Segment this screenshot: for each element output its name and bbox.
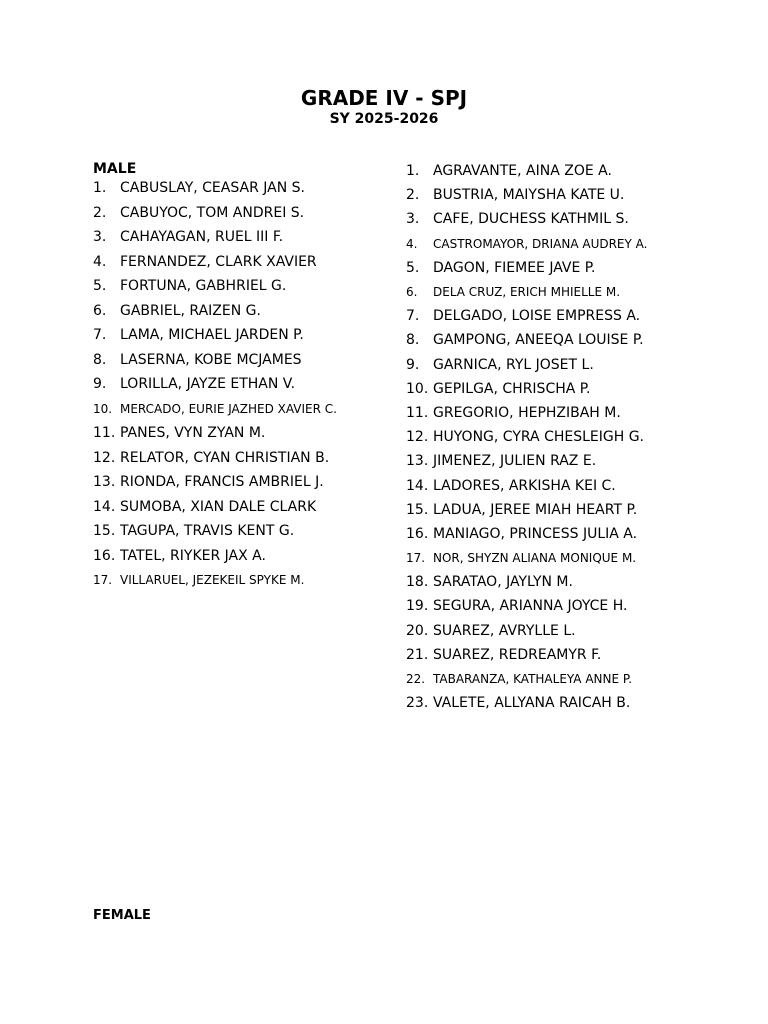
item-number: 19. (406, 598, 429, 615)
student-name: LORILLA, JAYZE ETHAN V. (120, 376, 296, 393)
item-number: 5. (406, 259, 420, 276)
student-name: MERCADO, EURIE JAZHED XAVIER C. (120, 401, 337, 416)
student-name: CABUYOC, TOM ANDREI S. (120, 204, 305, 221)
item-number: 14. (406, 477, 429, 494)
list-item (406, 353, 736, 377)
student-name: AGRAVANTE, AINA ZOE A. (433, 163, 612, 180)
item-number: 20. (406, 622, 429, 639)
student-name: HUYONG, CYRA CHESLEIGH G. (433, 429, 645, 446)
list-item (93, 544, 393, 569)
female-section-heading: FEMALE (93, 908, 151, 923)
student-name: RELATOR, CYAN CHRISTIAN B. (120, 449, 330, 466)
list-item (406, 691, 736, 715)
list-item (406, 159, 736, 183)
student-name: FORTUNA, GABHRIEL G. (120, 278, 287, 295)
list-item (406, 328, 736, 352)
list-item (93, 348, 393, 373)
list-item (93, 519, 393, 544)
list-item (93, 446, 393, 471)
list-item (406, 377, 736, 401)
item-number: 22. (406, 672, 426, 687)
page-title: GRADE IV - SPJ (300, 86, 468, 110)
list-item (406, 643, 736, 667)
student-name: NOR, SHYZN ALIANA MONIQUE M. (433, 551, 637, 566)
student-name: GAMPONG, ANEEQA LOUISE P. (433, 332, 644, 349)
item-number: 21. (406, 646, 429, 663)
list-item (406, 667, 736, 691)
list-item (93, 495, 393, 520)
list-item (406, 546, 736, 570)
item-number: 5. (93, 278, 107, 295)
item-number: 3. (93, 229, 107, 246)
student-name: VALETE, ALLYANA RAICAH B. (433, 695, 631, 712)
student-name: SEGURA, ARIANNA JOYCE H. (433, 598, 628, 615)
item-number: 13. (406, 453, 429, 470)
student-name: RIONDA, FRANCIS AMBRIEL J. (120, 474, 324, 491)
student-name: GREGORIO, HEPHZIBAH M. (433, 404, 621, 421)
list-item (93, 225, 393, 250)
student-name: TATEL, RIYKER JAX A. (120, 547, 266, 564)
list-item (406, 256, 736, 280)
item-number: 10. (406, 380, 429, 397)
list-item (93, 397, 393, 422)
student-name: TAGUPA, TRAVIS KENT G. (120, 523, 295, 540)
list-item (406, 498, 736, 522)
student-name: CABUSLAY, CEASAR JAN S. (120, 180, 305, 197)
student-name: VILLARUEL, JEZEKEIL SPYKE M. (120, 573, 305, 588)
item-number: 4. (406, 236, 418, 251)
student-name: SUAREZ, AVRYLLE L. (433, 622, 576, 639)
student-name: JIMENEZ, JULIEN RAZ E. (433, 453, 597, 470)
list-item (406, 280, 736, 304)
list-item (406, 207, 736, 231)
student-name: CAFE, DUCHESS KATHMIL S. (433, 211, 629, 228)
student-name: LAMA, MICHAEL JARDEN P. (120, 327, 304, 344)
female-student-list (406, 159, 736, 715)
student-name: SUAREZ, REDREAMYR F. (433, 646, 602, 663)
student-name: GEPILGA, CHRISCHA P. (433, 380, 591, 397)
item-number: 13. (93, 474, 116, 491)
male-section-heading: MALE (93, 161, 137, 177)
list-item (93, 470, 393, 495)
list-item (406, 183, 736, 207)
item-number: 4. (93, 253, 107, 270)
item-number: 7. (93, 327, 107, 344)
student-name: LADUA, JEREE MIAH HEART P. (433, 501, 638, 518)
item-number: 8. (406, 332, 420, 349)
item-number: 6. (93, 302, 107, 319)
student-name: LADORES, ARKISHA KEI C. (433, 477, 616, 494)
item-number: 12. (93, 449, 116, 466)
list-item (93, 323, 393, 348)
item-number: 1. (93, 180, 107, 197)
item-number: 11. (406, 404, 429, 421)
item-number: 16. (93, 547, 116, 564)
student-name: FERNANDEZ, CLARK XAVIER (120, 253, 317, 270)
list-item (406, 473, 736, 497)
list-item (93, 421, 393, 446)
item-number: 12. (406, 429, 429, 446)
student-name: CASTROMAYOR, DRIANA AUDREY A. (433, 236, 648, 251)
student-name: DELA CRUZ, ERICH MHIELLE M. (433, 285, 621, 300)
item-number: 10. (93, 401, 113, 416)
item-number: 18. (406, 574, 429, 591)
list-item (93, 372, 393, 397)
item-number: 9. (93, 376, 107, 393)
student-name: PANES, VYN ZYAN M. (120, 425, 266, 442)
item-number: 6. (406, 285, 418, 300)
item-number: 15. (93, 523, 116, 540)
list-item (406, 449, 736, 473)
item-number: 16. (406, 525, 429, 542)
item-number: 23. (406, 695, 429, 712)
list-item (93, 299, 393, 324)
item-number: 1. (406, 163, 420, 180)
item-number: 8. (93, 351, 107, 368)
list-item (406, 304, 736, 328)
list-item (406, 594, 736, 618)
student-name: SUMOBA, XIAN DALE CLARK (120, 498, 317, 515)
student-name: DELGADO, LOISE EMPRESS A. (433, 308, 641, 325)
item-number: 14. (93, 498, 116, 515)
item-number: 2. (406, 187, 420, 204)
list-item (406, 401, 736, 425)
item-number: 2. (93, 204, 107, 221)
list-item (406, 619, 736, 643)
item-number: 9. (406, 356, 420, 373)
item-number: 17. (406, 551, 426, 566)
school-year-subtitle: SY 2025-2026 (329, 111, 439, 127)
student-name: BUSTRIA, MAIYSHA KATE U. (433, 187, 625, 204)
item-number: 17. (93, 573, 113, 588)
male-student-list (93, 176, 393, 593)
list-item (406, 425, 736, 449)
list-item (93, 274, 393, 299)
item-number: 7. (406, 308, 420, 325)
student-name: MANIAGO, PRINCESS JULIA A. (433, 525, 638, 542)
item-number: 11. (93, 425, 116, 442)
list-item (406, 232, 736, 256)
item-number: 3. (406, 211, 420, 228)
student-name: LASERNA, KOBE MCJAMES (120, 351, 302, 368)
student-name: SARATAO, JAYLYN M. (433, 574, 573, 591)
student-name: GARNICA, RYL JOSET L. (433, 356, 594, 373)
student-name: DAGON, FIEMEE JAVE P. (433, 259, 596, 276)
list-item (406, 522, 736, 546)
student-name: TABARANZA, KATHALEYA ANNE P. (433, 672, 633, 687)
list-item (93, 568, 393, 593)
student-name: GABRIEL, RAIZEN G. (120, 302, 261, 319)
item-number: 15. (406, 501, 429, 518)
list-item (93, 176, 393, 201)
list-item (93, 201, 393, 226)
list-item (93, 250, 393, 275)
list-item (406, 570, 736, 594)
student-name: CAHAYAGAN, RUEL III F. (120, 229, 284, 246)
